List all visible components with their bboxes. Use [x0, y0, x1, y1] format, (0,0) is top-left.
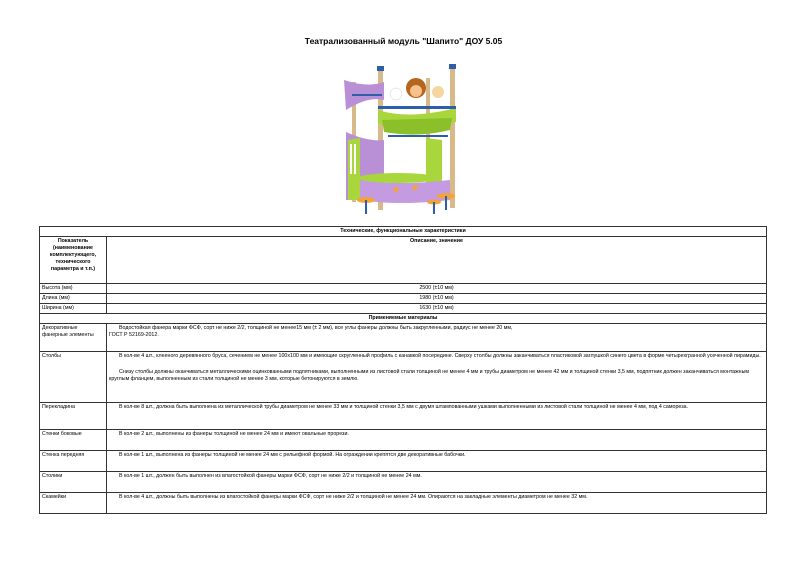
table-row	[40, 284, 767, 294]
material-desc-text: В кол-ве 1 шт., должен быть выполнен из влагостойкой фанеры марки ФСФ, сорт не ниже 2/2 и толщиной не менее 24 мм.	[119, 473, 422, 479]
material-desc	[107, 352, 767, 403]
module-illustration	[338, 60, 468, 220]
material-name: Столики	[40, 472, 107, 493]
material-desc-text: ГОСТ Р 52169-2012.	[109, 332, 159, 338]
material-desc-text: В кол-ве 1 шт., выполнена из фанеры толщиной не менее 24 мм с рельефной формой. На ограждении крепятся две декоративные бабочки.	[119, 452, 466, 458]
section-header-materials	[40, 314, 767, 324]
material-desc	[107, 324, 767, 352]
column-header-row	[40, 237, 767, 284]
section-materials-title: Применяемые материалы	[40, 314, 767, 324]
material-name: Скамейки	[40, 493, 107, 514]
table-row	[40, 451, 767, 472]
dim-value: 1630 (±10 мм)	[107, 304, 767, 314]
dim-name: Высота (мм)	[40, 284, 107, 294]
material-desc-text: Снизу столбы должны оканчиваться металлическими оцинкованными подпятниками, выполненными из листовой стали толщиной не менее 4 мм и трубы диаметром не менее 42 мм и толщиной стенки 3,5 мм, подпятник должен заканчиваться монтажным круглым фланцем, выполненным из стали толщиной не менее 3 мм, которые бетонируются в землю.	[109, 369, 750, 382]
material-name: Столбы	[40, 352, 107, 403]
material-desc	[107, 430, 767, 451]
material-desc-text: В кол-ве 4 шт., должны быть выполнены из влагостойкой фанеры марки ФСФ, сорт не ниже 2/2 и толщиной не менее 24 мм. Опираются на закладные элементы диаметром не менее 32 мм.	[119, 494, 588, 500]
dim-name: Длина (мм)	[40, 294, 107, 304]
post	[450, 68, 455, 208]
section-header-specs	[40, 227, 767, 237]
col-param-header: Показатель (наименование комплектующего, технического параметра и т.п.)	[40, 237, 107, 284]
table-row	[40, 403, 767, 430]
table-row	[40, 472, 767, 493]
table-row	[40, 493, 767, 514]
material-desc	[107, 403, 767, 430]
material-desc-text: В кол-ве 2 шт., выполнены из фанеры толщиной не менее 24 мм и имеют овальные прорези.	[119, 431, 349, 437]
table-row	[40, 294, 767, 304]
table-row	[40, 352, 767, 403]
material-desc-text: Водостойкая фанера марки ФСФ, сорт не ниже 2/2, толщиной не менее15 мм (± 2 мм), все углы фанеры должны быть закругленными, радиус не менее 20 мм,	[119, 325, 513, 331]
material-desc	[107, 451, 767, 472]
page-title: Театрализованный модуль "Шапито" ДОУ 5.05	[304, 36, 503, 46]
spec-table	[39, 226, 767, 514]
table-row	[40, 304, 767, 314]
material-desc	[107, 493, 767, 514]
dim-name: Ширина (мм)	[40, 304, 107, 314]
material-desc	[107, 472, 767, 493]
section-specs-title: Технические, функциональные характеристики	[40, 227, 767, 237]
col-desc-header: Описание, значение	[107, 237, 767, 284]
material-name: Декоративные фанерные элементы	[40, 324, 107, 352]
table-row	[40, 324, 767, 352]
material-desc-text: В кол-ве 4 шт., клееного деревянного бруса, сечением не менее 100х100 мм и имеющие скругленный профиль с канавкой посередине. Сверху столбы должны заканчиваться пластиковой заглушкой синего цвета в форме четырехгранной усеченной пирамиды.	[119, 353, 761, 359]
dim-value: 2500 (±10 мм)	[107, 284, 767, 294]
material-name: Стенка передняя	[40, 451, 107, 472]
material-name: Стенки боковые	[40, 430, 107, 451]
table-row	[40, 430, 767, 451]
material-desc-text: В кол-ве 8 шт., должна быть выполнена из металлической трубы диаметром не менее 33 мм и толщиной стенки 3,5 мм с двумя штампованными ушками выполненными из листовой стали толщиной не менее 4 мм, под 4 самореза.	[119, 404, 689, 410]
dim-value: 1980 (±10 мм)	[107, 294, 767, 304]
material-name: Перекладина	[40, 403, 107, 430]
